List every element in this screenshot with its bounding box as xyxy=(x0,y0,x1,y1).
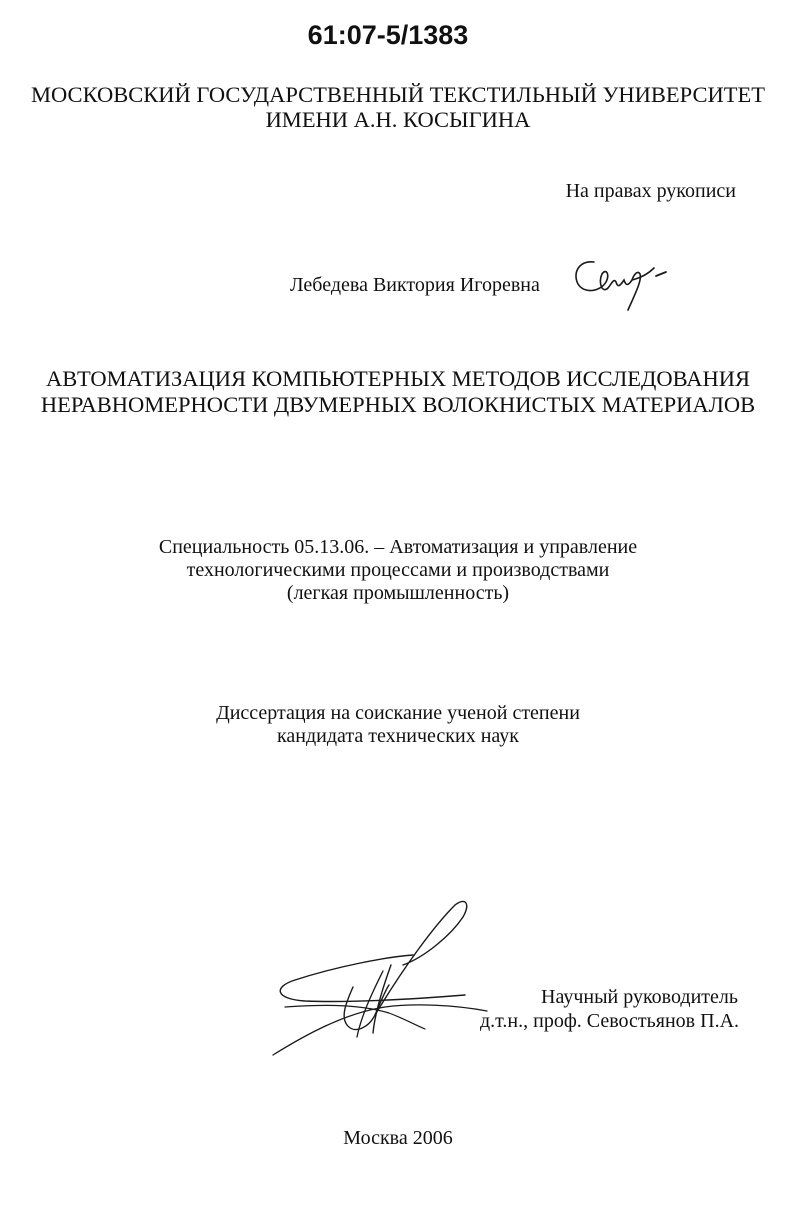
author-signature-icon xyxy=(566,252,676,314)
university-line-2: ИМЕНИ А.Н. КОСЫГИНА xyxy=(265,107,531,132)
degree-line-1: Диссертация на соискание ученой степени xyxy=(216,702,580,724)
specialty xyxy=(0,536,796,605)
degree-line-2: кандидата технических наук xyxy=(276,725,520,747)
specialty-line-1: Специальность 05.13.06. – Автоматизация и управление xyxy=(158,536,638,558)
degree-statement xyxy=(0,702,796,748)
supervisor-block xyxy=(480,985,738,1033)
manuscript-rights-note: На правах рукописи xyxy=(565,180,736,202)
university-name xyxy=(0,82,796,132)
specialty-line-2: технологическими процессами и производствами xyxy=(186,559,610,581)
supervisor-label: Научный руководитель xyxy=(541,986,738,1008)
dissertation-title xyxy=(0,366,796,418)
supervisor-name: д.т.н., проф. Севостьянов П.А. xyxy=(480,1010,740,1032)
archive-code: 61:07-5/1383 xyxy=(307,20,469,50)
specialty-line-3: (легкая промышленность) xyxy=(286,582,510,604)
supervisor-signature-icon xyxy=(265,895,490,1070)
title-line-1: АВТОМАТИЗАЦИЯ КОМПЬЮТЕРНЫХ МЕТОДОВ ИССЛЕДОВАНИЯ xyxy=(46,366,750,391)
city-year: Москва 2006 xyxy=(343,1127,453,1149)
title-line-2: НЕРАВНОМЕРНОСТИ ДВУМЕРНЫХ ВОЛОКНИСТЫХ МАТЕРИАЛОВ xyxy=(40,392,756,417)
university-line-1: МОСКОВСКИЙ ГОСУДАРСТВЕННЫЙ ТЕКСТИЛЬНЫЙ УНИВЕРСИТЕТ xyxy=(31,82,765,107)
author-name: Лебедева Виктория Игоревна xyxy=(290,274,540,296)
